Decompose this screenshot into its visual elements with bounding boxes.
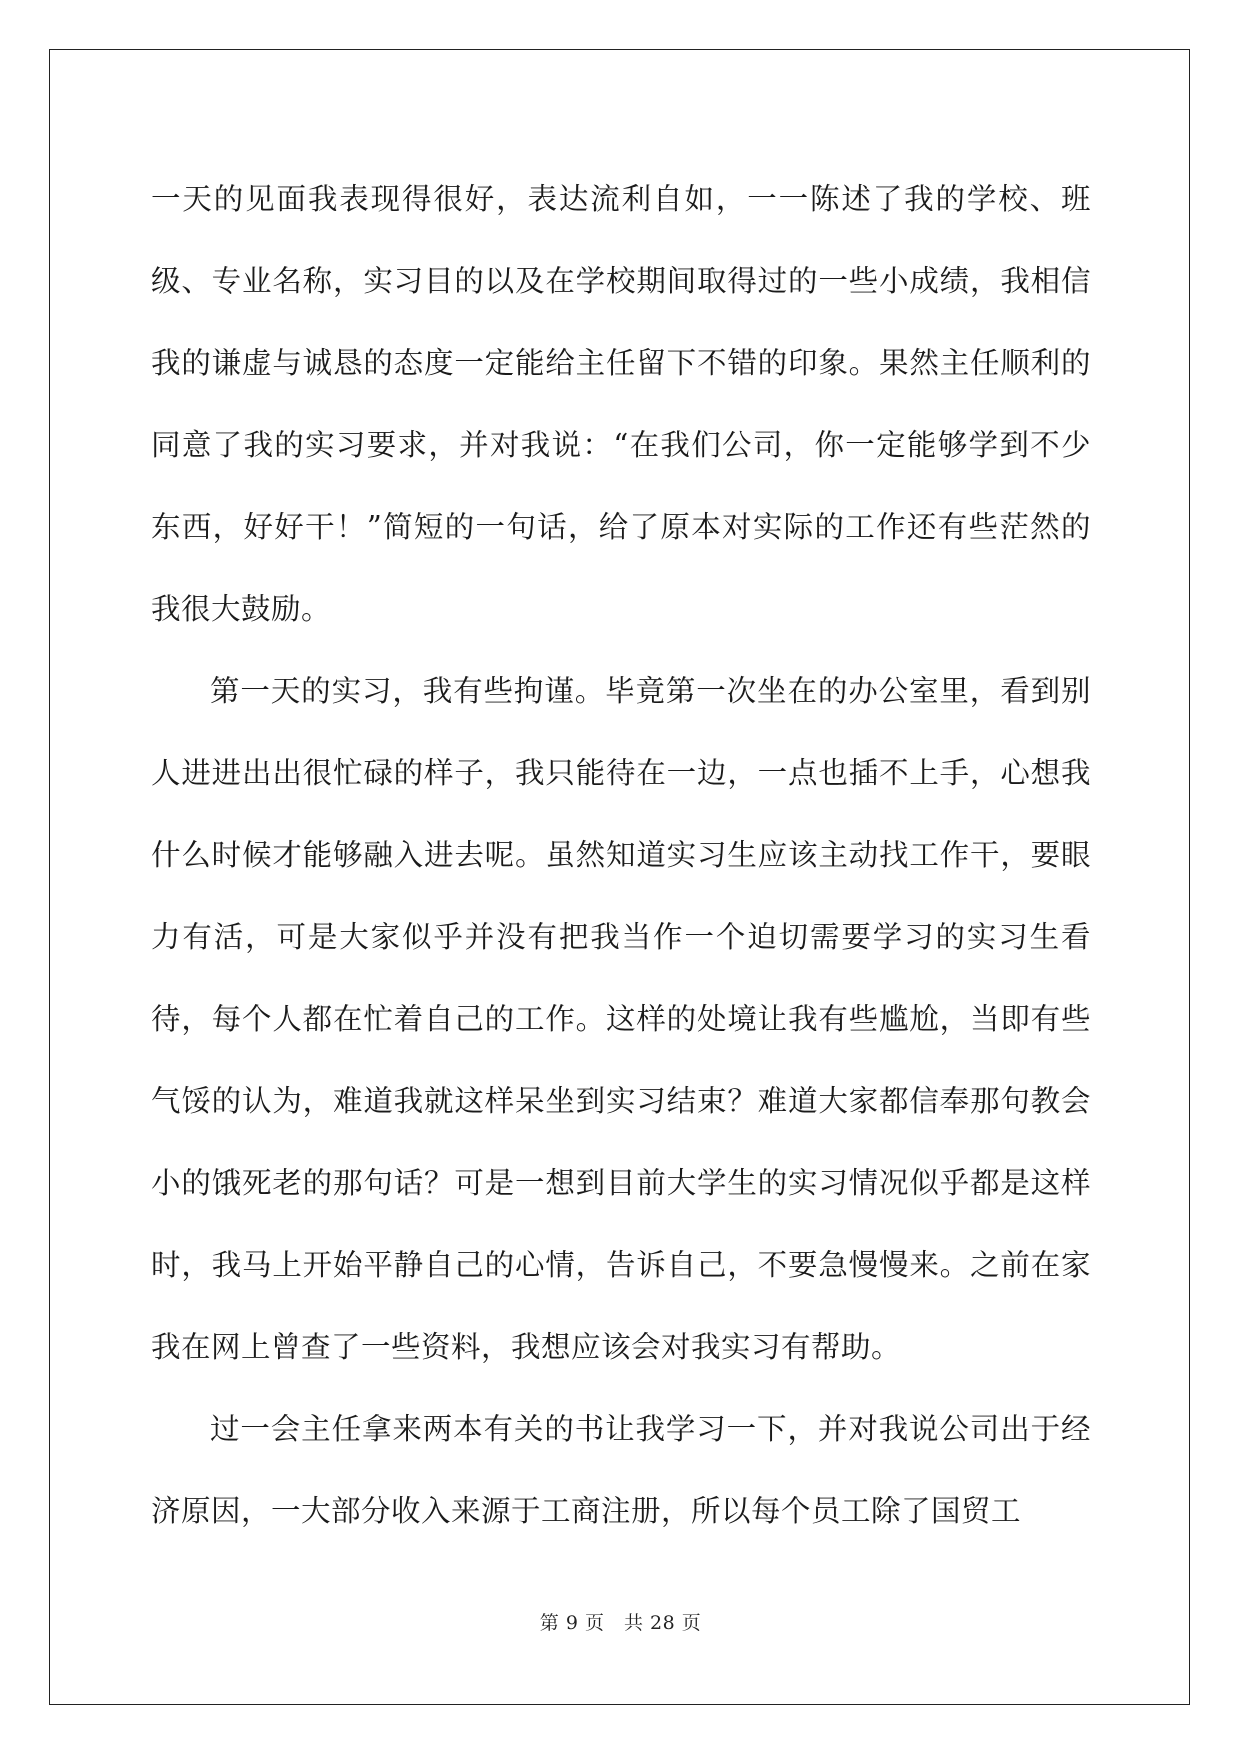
page-footer [0,1608,1241,1635]
paragraph-2: 第一天的实习，我有些拘谨。毕竟第一次坐在的办公室里，看到别人进进出出很忙碌的样子，我只能待在一边，一点也插不上手，心想我什么时候才能够融入进去呢。虽然知道实习生应该主动找工作干，要眼力有活，可是大家似乎并没有把我当作一个迫切需要学习的实习生看待，每个人都在忙着自己的工作。这样的处境让我有些尴尬，当即有些气馁的认为，难道我就这样呆坐到实习结束？难道大家都信奉那句教会小的饿死老的那句话？可是一想到目前大学生的实习情况似乎都是这样时，我马上开始平静自己的心情，告诉自己，不要急慢慢来。之前在家我在网上曾查了一些资料，我想应该会对我实习有帮助。 [151,674,1091,1364]
paragraph-3: 过一会主任拿来两本有关的书让我学习一下，并对我说公司出于经济原因，一大部分收入来源于工商注册，所以每个员工除了国贸工 [151,1412,1091,1528]
paragraph-1: 一天的见面我表现得很好，表达流利自如，一一陈述了我的学校、班级、专业名称，实习目的以及在学校期间取得过的一些小成绩，我相信我的谦虚与诚恳的态度一定能给主任留下不错的印象。果然主任顺利的同意了我的实习要求，并对我说：“在我们公司，你一定能够学到不少东西，好好干！”简短的一句话，给了原本对实际的工作还有些茫然的我很大鼓励。 [151,182,1091,626]
page-number: 第 9 页 共 28 页 [539,1612,702,1634]
document-body [151,158,1091,1552]
